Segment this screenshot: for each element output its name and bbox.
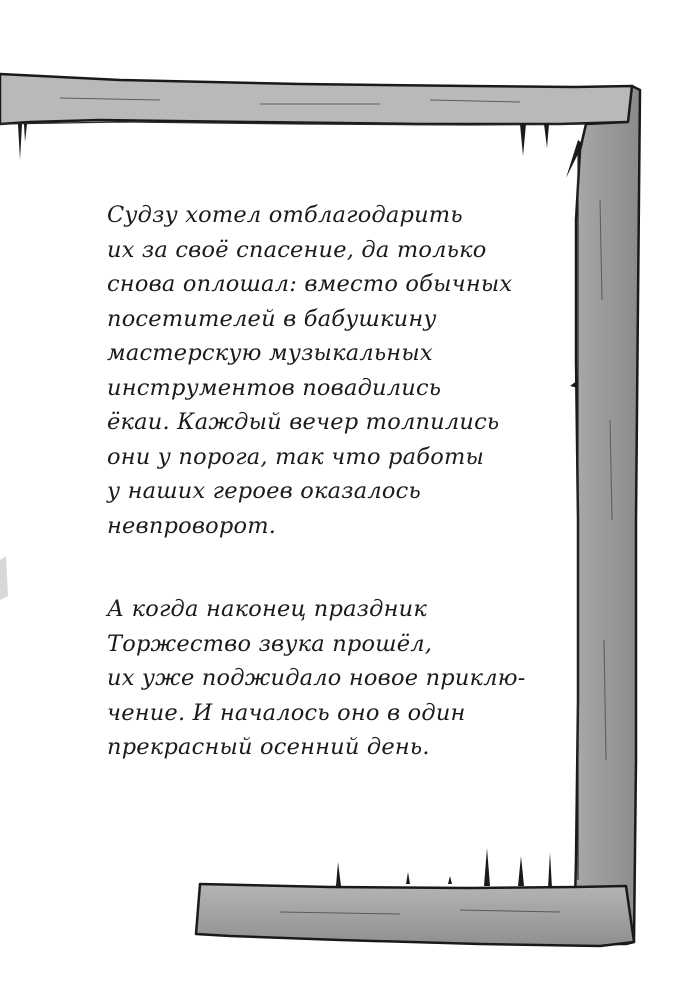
text-line: они у порога, так что работы (107, 443, 485, 470)
text-line: Торжество звука прошёл, (107, 630, 433, 657)
text-line: мастерскую музыкальных (107, 340, 433, 366)
frame-left-shadow (0, 556, 8, 600)
story-text (107, 198, 567, 765)
text-line: ёкаи. Каждый вечер толпились (107, 409, 500, 435)
text-line: А когда наконец праздник (107, 596, 427, 622)
frame-right-plank (574, 86, 640, 944)
text-line: посетителей в бабушкину (107, 305, 437, 332)
text-line: Судзу хотел отблагодарить (107, 202, 463, 228)
text-line: инструментов повадились (107, 374, 442, 401)
paragraph-gap (107, 543, 567, 592)
frame-bottom-plank (196, 884, 634, 946)
paragraph-2 (107, 592, 567, 765)
text-line: у наших героев оказалось (107, 478, 421, 504)
text-line: прекрасный осенний день. (107, 734, 430, 760)
text-line: невпроворот. (107, 512, 277, 539)
text-line: чение. И началось оно в один (107, 699, 466, 726)
paragraph-1 (107, 198, 567, 543)
text-line: снова оплошал: вместо обычных (107, 271, 513, 297)
text-line: их за своё спасение, да только (107, 236, 487, 263)
text-line: их уже поджидало новое приклю- (107, 665, 526, 691)
